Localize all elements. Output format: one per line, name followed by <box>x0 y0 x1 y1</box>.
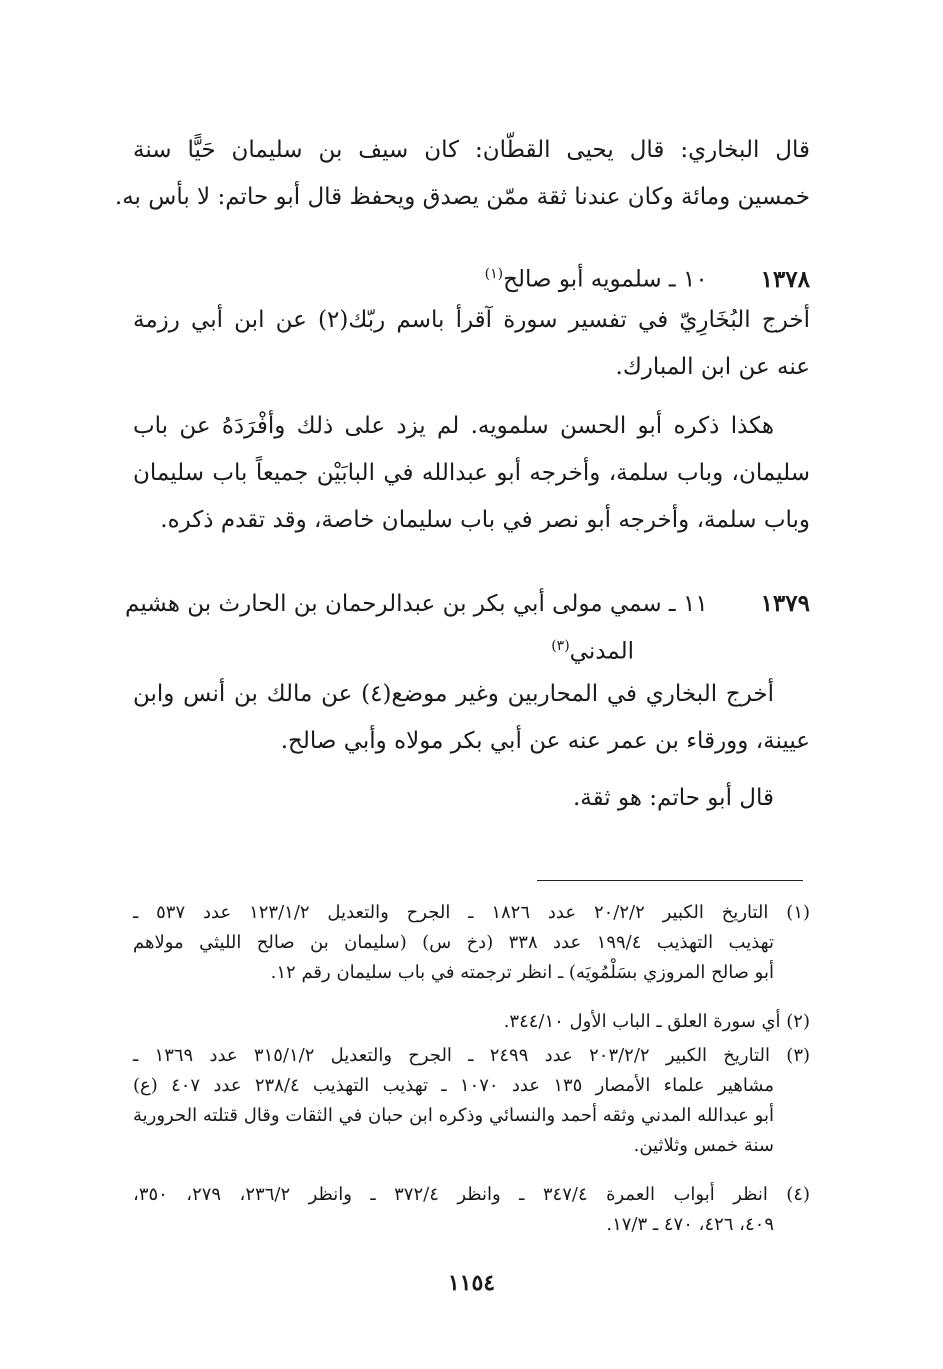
footnote-3 <box>133 1041 810 1161</box>
footnote-4 <box>133 1180 810 1240</box>
entry-body-1378 <box>133 304 810 384</box>
footnote-2 <box>133 1007 810 1037</box>
entry-dash: ـ <box>668 266 676 293</box>
intro-paragraph <box>114 134 810 214</box>
text-line: قال أبو حاتم: هو ثقة. <box>572 785 774 811</box>
text-line: عنه عن ابن المبارك. <box>615 354 810 380</box>
footnote-line: (٤) انظر أبواب العمرة ٣٤٧/٤ ـ وانظر ٣٧٢/٤ ـ وانظر ٢٣٦/٢، ٢٧٩، ٣٥٠، <box>133 1184 811 1205</box>
footnote-line: أبو عبدالله المدني وثقه أحمد والنسائي وذكره ابن حبان في الثقات وقال قتلته الحرورية <box>133 1105 774 1126</box>
entry-index: ١١ <box>682 591 708 617</box>
text-line: أخرج البُخَارِيّ في تفسير سورة آقرأ باسم ربّك(٢) عن ابن أبي رزمة <box>133 307 810 333</box>
footnote-line: (١) التاريخ الكبير ٢٠/٢/٢ عدد ١٨٢٦ ـ الجرح والتعديل ١٢٣/١/٢ عدد ٥٣٧ ـ <box>133 902 811 923</box>
entry-index: ١٠ <box>682 266 708 293</box>
footnote-line: أبو صالح المروزي بسَلْمُويَه) ـ انظر ترجمته في باب سليمان رقم ١٢. <box>270 962 774 983</box>
text-line: قال البخاري: قال يحيى القطّان: كان سيف بن سليمان حَيًّا سنة <box>133 137 810 163</box>
entry-body-1379 <box>133 678 810 758</box>
entry-number: ١٣٧٩ <box>760 590 810 617</box>
entry-number: ١٣٧٨ <box>760 265 810 293</box>
entry-note-1379 <box>133 782 810 818</box>
entry-heading-1379 <box>125 588 810 620</box>
footnote-line: تهذيب التهذيب ١٩٩/٤ عدد ٣٣٨ (دخ س) (سليمان بن صالح الليثي مولاهم <box>133 932 774 953</box>
entry-heading-1379-cont <box>133 630 810 668</box>
footnote-ref: (٣) <box>551 638 570 654</box>
footnote-line: سنة خمس وثلاثين. <box>633 1135 774 1156</box>
footnote-ref: (١) <box>484 266 504 282</box>
text-line: سليمان، وباب سلمة، وأخرجه أبو عبدالله في البابَيْن جميعاً باب سليمان <box>133 460 810 486</box>
entry-title-cont: المدني <box>569 638 634 665</box>
footnote-1 <box>133 898 810 988</box>
entry-title: سلمويه أبو صالح <box>503 266 662 293</box>
text-line: عيينة، وورقاء بن عمر عنه عن أبي بكر مولاه وأبي صالح. <box>280 728 810 754</box>
entry-dash: ـ <box>668 591 676 617</box>
text-line: هكذا ذكره أبو الحسن سلمويه. لم يزد على ذلك وأفْرَدَهُ عن باب <box>133 413 774 439</box>
text-line: وباب سلمة، وأخرجه أبو نصر في باب سليمان خاصة، وقد تقدم ذكره. <box>160 507 810 533</box>
footnote-separator <box>537 880 803 881</box>
text-line: خمسين ومائة وكان عندنا ثقة ممّن يصدق ويحفظ قال أبو حاتم: لا بأس به. <box>114 184 810 210</box>
text-line: أخرج البخاري في المحاربين وغير موضع(٤) عن مالك بن أنس وابن <box>133 681 774 707</box>
footnote-line: ٤٠٩، ٤٢٦، ٤٧٠ ـ ١٧/٣. <box>606 1214 774 1235</box>
entry-heading-1378 <box>133 258 810 296</box>
entry-note-1378 <box>133 410 810 540</box>
footnote-line: مشاهير علماء الأمصار ١٣٥ عدد ١٠٧٠ ـ تهذيب التهذيب ٢٣٨/٤ عدد ٤٠٧ (ع) <box>133 1075 774 1096</box>
footnote-line: (٢) أي سورة العلق ـ الباب الأول ٣٤٤/١٠. <box>503 1011 810 1032</box>
entry-title: سمي مولى أبي بكر بن عبدالرحمان بن الحارث بن هشيم <box>125 591 662 617</box>
page-number: ١١٥٤ <box>447 1270 496 1296</box>
footnote-line: (٣) التاريخ الكبير ٢٠٣/٢/٢ عدد ٢٤٩٩ ـ الجرح والتعديل ٣١٥/١/٢ عدد ١٣٦٩ ـ <box>133 1045 811 1066</box>
